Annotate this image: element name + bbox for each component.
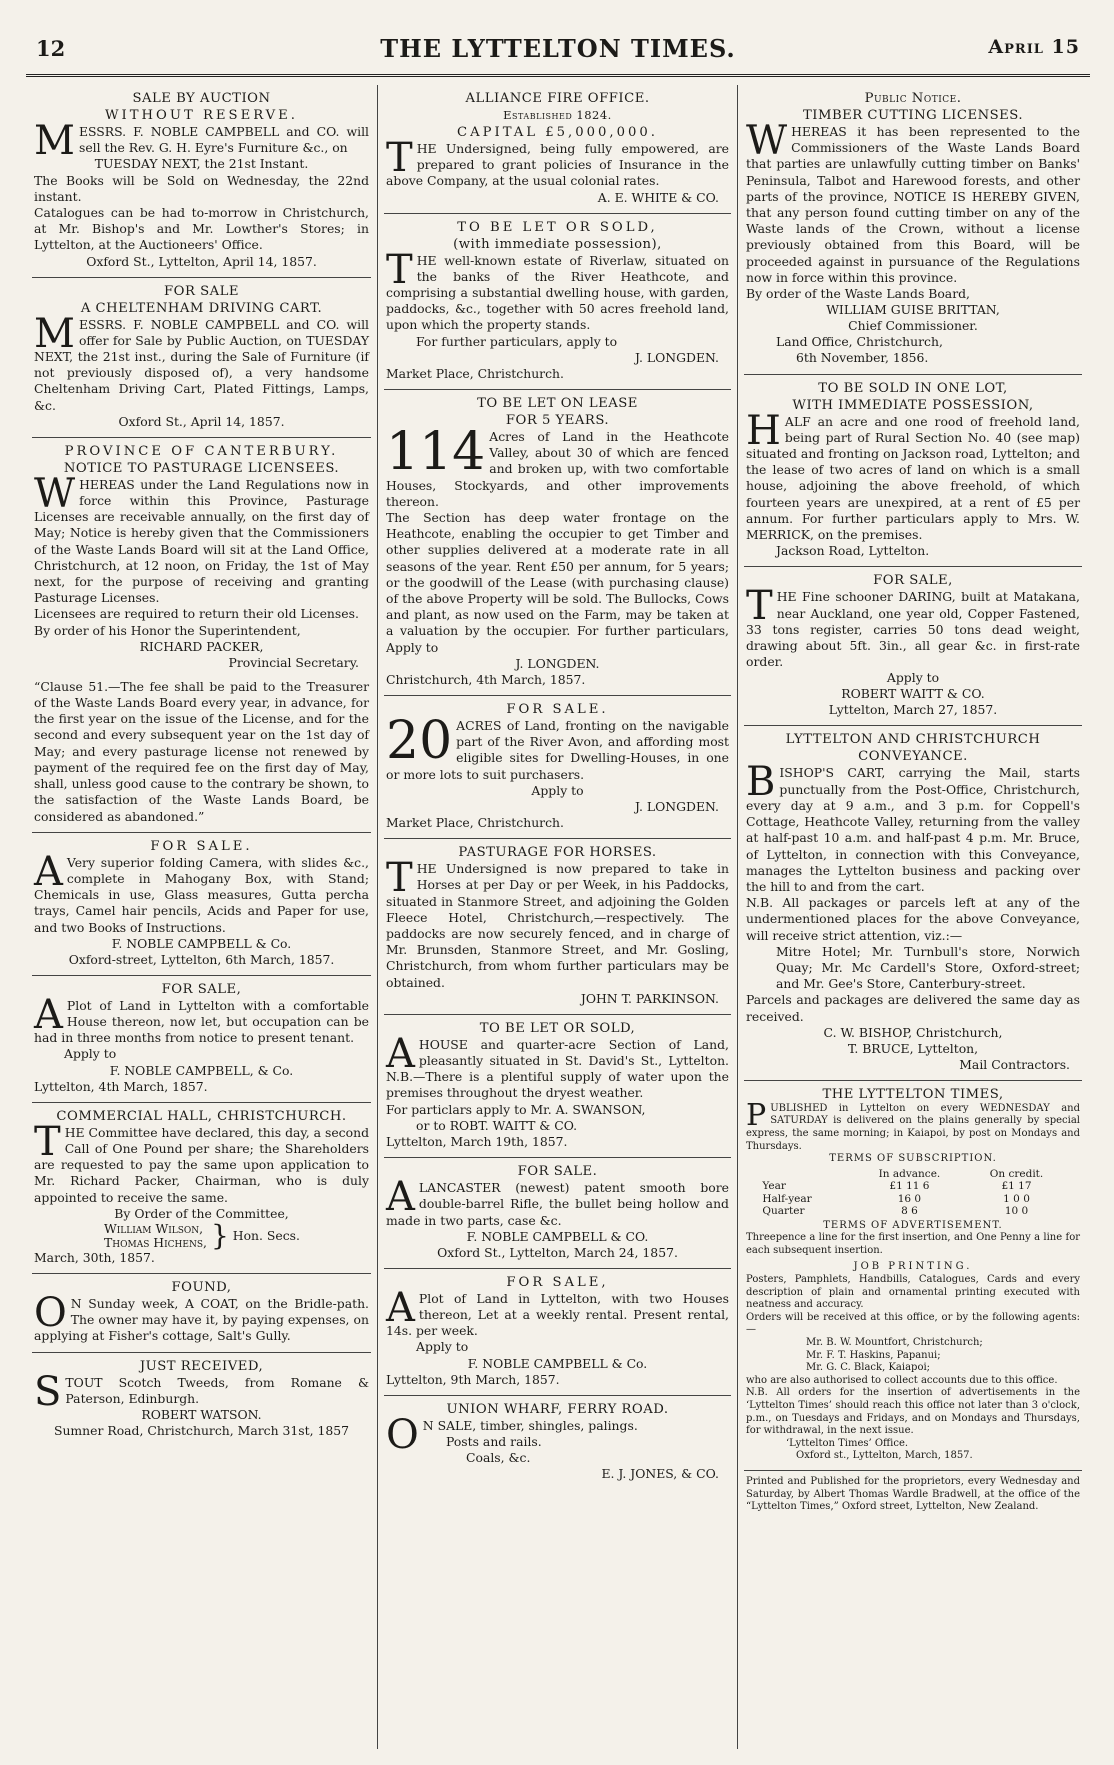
ad-signature: ROBERT WAITT & CO. <box>841 686 985 702</box>
drop-cap: W <box>746 118 788 164</box>
ad-signature: F. NOBLE CAMPBELL & Co. <box>111 935 292 951</box>
ad-signature: J. LONGDEN. <box>635 798 719 814</box>
subscription-table <box>759 1168 1066 1218</box>
drop-cap: A <box>386 1174 415 1221</box>
rate-label: Year <box>762 1180 786 1193</box>
terms-heading: TERMS OF SUBSCRIPTION. <box>829 1153 997 1165</box>
ad-signature-date: Lyttelton, 9th March, 1857. <box>386 1371 560 1387</box>
agent-name: Mr. G. C. Black, Kaiapoi; <box>806 1362 931 1374</box>
ad-clause: “Clause 51.—The fee shall be paid to the Treasurer of the Waste Lands Board every year, in advance, for the first year on the issue of the License, and for the second and every subsequent year on the 1st day of May; and every pasturage license not renewed by payment of the required fee on the first day of May, shall, unless good cause to the contrary be shown, to the satisfaction of the Waste Lands Board, be considered as abandoned.” <box>34 678 369 824</box>
ad-subheading: NOTICE TO PASTURAGE LICENSEES. <box>63 460 340 476</box>
ad-conveyance <box>744 726 1082 1080</box>
agent-name: Mr. B. W. Mountfort, Christchurch; <box>806 1337 983 1349</box>
ad-signature-date: Lyttelton, 4th March, 1857. <box>34 1078 208 1094</box>
ad-body: ALF an acre and one rood of freehold land, being part of Rural Section No. 40 (see map) situated and fronting on Jackson road, Lyttelton; and the lease of two acres of land on which is a small house, adjoining the above freehold, of which fourteen years are unexpired, at a rent of £5 per annum. For further particulars apply to Mrs. W. MERRICK, on the premises. <box>746 413 1080 543</box>
ad-signature: Oxford St., Lyttelton, April 14, 1857. <box>86 253 317 269</box>
table-row <box>759 1205 1066 1218</box>
ad-plot <box>32 976 371 1103</box>
ad-body: UBLISHED in Lyttelton on every WEDNESDAY and SATURDAY is delivered on the plains generally by special express, the same morning; in Kaiapoi, by post on Mondays and Thursdays. <box>746 1102 1080 1152</box>
ad-signature: C. W. BISHOP, Christchurch, <box>823 1024 1003 1040</box>
ad-lease <box>384 390 731 696</box>
ad-body: N.B. All packages or parcels left at any of the undermentioned places for the above Conveyance, will receive strict attention, viz.:— <box>746 895 1080 943</box>
ad-heading: FOR SALE, <box>506 1274 609 1290</box>
ad-body: N Sunday week, A COAT, on the Bridle-path. The owner may have it, by paying expenses, on applying at Fisher's cottage, Salt's Gully. <box>34 1295 369 1344</box>
signatory-name: ROBERT WATSON. <box>141 1406 262 1422</box>
ad-subheading: (with immediate possession), <box>453 236 662 252</box>
ad-apply: For particlars apply to Mr. A. SWANSON, <box>386 1101 646 1117</box>
ad-heading: FOR SALE. <box>506 702 609 718</box>
drop-cap: A <box>34 848 63 895</box>
ad-body: N SALE, timber, shingles, palings. <box>422 1417 638 1433</box>
ad-heading: COMMERCIAL HALL, CHRISTCHURCH. <box>56 1108 347 1124</box>
ad-body: Licensees are required to return their old Licenses. <box>34 606 359 622</box>
issue-date: April 15 <box>988 36 1080 58</box>
ad-alliance <box>384 85 731 214</box>
ad-order: By Order of the Committee, <box>114 1205 289 1221</box>
ad-signature-date: Oxford-street, Lyttelton, 6th March, 1857. <box>68 951 335 967</box>
imprint-text: Printed and Published for the proprietors, every Wednesday and Saturday, by Albert Thomas Wardle Bradwell, at the office of the “Lyttelton Times,” Oxford street, Lyttelton, New Zealand. <box>746 1475 1080 1513</box>
ad-date: March, 30th, 1857. <box>34 1249 155 1265</box>
drop-number: 20 <box>386 711 453 772</box>
ad-signature: T. BRUCE, Lyttelton, <box>847 1040 979 1056</box>
ad-rifle <box>384 1158 731 1269</box>
ad-body: ISHOP'S CART, carrying the Mail, starts punctually from the Post-Office, Christchurch, every day at 9 a.m., and 3 p.m. for Coppell's Cottage, Heathcote Valley, returning from the valley at half-past 10 a.m. and half-past 4 p.m. Mr. Bruce, of Lyttelton, in connection with this Conveyance, manages the Lyttelton business and packing over the hill to and from the cart. <box>746 765 1080 894</box>
ad-apply: Apply to <box>886 670 940 686</box>
ad-heading: THE LYTTELTON TIMES, <box>822 1086 1004 1102</box>
drop-cap: T <box>34 1118 61 1165</box>
drop-cap: A <box>386 1284 415 1331</box>
signatory-title: Provincial Secretary. <box>228 654 359 670</box>
ad-horses <box>384 839 731 1015</box>
masthead <box>26 30 1090 77</box>
ad-body: ESSRS. F. NOBLE CAMPBELL and CO. will sell the Rev. G. H. Eyre's Furniture &c., on <box>78 124 369 156</box>
ad-body: HOUSE and quarter-acre Section of Land, pleasantly situated in St. David's St., Lyttelton. N.B.—There is a plentiful supply of water upon the premises throughout the dryest weather. <box>386 1036 729 1101</box>
ad-signature-place: Christchurch, 4th March, 1857. <box>386 671 586 687</box>
ad-date: 6th November, 1856. <box>796 350 929 366</box>
ad-heading: FOR SALE. <box>517 1164 598 1180</box>
ad-apply: Apply to <box>64 1046 117 1062</box>
secretary-name: William Wilson, <box>104 1220 204 1236</box>
ad-timber <box>744 85 1082 375</box>
ad-heading: Public Notice. <box>864 91 962 106</box>
ad-house <box>384 1015 731 1158</box>
ad-half-acre <box>744 375 1082 568</box>
ad-line: TUESDAY NEXT, the 21st Instant. <box>94 156 309 172</box>
ad-body: Plot of Land in Lyttelton with a comfortable House thereon, now let, but occupation can be had in three months from notice to present tenant. <box>34 997 369 1046</box>
drop-cap: H <box>746 407 781 454</box>
rate-label: Quarter <box>762 1205 805 1218</box>
imprint <box>744 1471 1082 1521</box>
column-header: On credit. <box>989 1167 1044 1180</box>
ad-schooner <box>744 567 1082 726</box>
newspaper-title: THE LYTTELTON TIMES. <box>380 34 736 63</box>
ad-line: Posts and rails. <box>446 1433 542 1449</box>
ad-body: Threepence a line for the first insertion, and One Penny a line for each subsequent insertion. <box>746 1232 1080 1256</box>
ad-body: HE Committee have declared, this day, a second Call of One Pound per share; the Shareholders are requested to pay the same upon application to Mr. Richard Packer, Chairman, who is duly appointed to receive the same. <box>34 1124 369 1205</box>
table-row <box>759 1193 1066 1206</box>
rate-credit: £1 17 <box>1001 1180 1032 1193</box>
drop-cap: T <box>386 855 413 902</box>
ad-subheading: WITHOUT RESERVE. <box>105 108 298 123</box>
table-row <box>759 1180 1066 1193</box>
drop-cap: M <box>34 118 75 164</box>
rate-label: Half-year <box>762 1192 812 1205</box>
ad-body: HE Undersigned, being fully empowered, are prepared to grant policies of Insurance in the above Company, at the usual colonial rates. <box>386 141 729 189</box>
ad-body: LANCASTER (newest) patent smooth bore double-barrel Rifle, the bullet being hollow and made in two parts, case &c. <box>386 1180 729 1228</box>
ad-signature: J. LONGDEN. <box>635 349 719 365</box>
ad-body: who are also authorised to collect accounts due to this office. <box>746 1374 1058 1386</box>
secretaries <box>34 1218 369 1252</box>
ad-subheading: CAPITAL £5,000,000. <box>457 125 658 140</box>
rate-credit: 10 0 <box>1004 1205 1029 1218</box>
ad-province <box>32 438 371 833</box>
ad-heading: SALE BY AUCTION <box>132 91 271 106</box>
agent-name: Mr. F. T. Haskins, Papanui; <box>806 1349 941 1361</box>
ad-body: By order of his Honor the Superintendent, <box>34 622 301 638</box>
ad-heading: TO BE SOLD IN ONE LOT, <box>818 380 1008 396</box>
ad-signature: Mail Contractors. <box>959 1056 1070 1072</box>
ad-heading: FOR SALE, <box>873 573 953 589</box>
ad-auction <box>32 85 371 278</box>
ad-order: By order of the Waste Lands Board, <box>746 286 970 302</box>
ad-body: Posters, Pamphlets, Handbills, Catalogues, Cards and every description of plain and ornamental printing executed with neatness and accuracy. <box>746 1274 1080 1311</box>
ad-signature: Oxford St., April 14, 1857. <box>118 413 285 429</box>
rate-credit: 1 0 0 <box>1003 1192 1030 1205</box>
ad-body: Acres of Land in the Heathcote Valley, about 30 of which are fenced and broken up, with two comfortable Houses, Stockyards, and other improvements thereon. <box>386 429 729 509</box>
ad-place: Land Office, Christchurch, <box>776 334 943 350</box>
terms-heading: TERMS OF ADVERTISEMENT. <box>823 1219 1003 1231</box>
ad-body: Parcels and packages are delivered the same day as received. <box>746 992 1080 1024</box>
column-2 <box>378 85 738 1749</box>
ad-body: ACRES of Land, fronting on the navigable part of the River Avon, and affording most eligible sites for Dwelling-Houses, in one or more lots to suit purchasers. <box>386 718 729 782</box>
ad-apply: For further particulars, apply to <box>416 333 618 349</box>
ad-heading: PASTURAGE FOR HORSES. <box>458 845 657 861</box>
column-header: In advance. <box>878 1167 941 1180</box>
ad-signature-place: Market Place, Christchurch. <box>386 814 564 830</box>
ad-camera <box>32 833 371 976</box>
ad-apply: Apply to <box>531 782 584 798</box>
ad-heading: JUST RECEIVED, <box>139 1358 264 1374</box>
ad-body: ESSRS. F. NOBLE CAMPBELL and CO. will offer for Sale by Public Auction, on TUESDAY NEXT, the 21st inst., during the Sale of Furniture (if not previously disposed of), a very handsome Cheltenham Driving Cart, Plated Fittings, Lamps, &c. <box>34 316 369 413</box>
table-header-row <box>759 1168 1066 1181</box>
ad-avon <box>384 696 731 839</box>
ad-heading: ALLIANCE FIRE OFFICE. <box>465 91 650 106</box>
ad-signature: J. LONGDEN. <box>515 655 600 671</box>
rate-advance: 8 6 <box>901 1205 918 1218</box>
ad-received <box>32 1353 371 1446</box>
ad-signature: F. NOBLE CAMPBELL, & Co. <box>109 1062 294 1078</box>
ad-body: HEREAS under the Land Regulations now in force within this Province, Pasturage Licenses are receivable annually, on the first day of May; Notice is hereby given that the Commissioners of the Waste Lands Board will sit at the Land Office, Christchurch, at 12 noon, on Friday, the 1st of May next, for the purpose of receiving and granting Pasturage Licenses. <box>34 476 369 606</box>
drop-cap: M <box>34 310 75 357</box>
ad-heading: FOR SALE, <box>161 981 242 997</box>
ad-line: Coals, &c. <box>466 1450 531 1466</box>
ad-signature-date: Oxford St., Lyttelton, March 24, 1857. <box>437 1244 678 1260</box>
drop-cap: T <box>386 135 413 181</box>
ad-body: HEREAS it has been represented to the Commissioners of the Waste Lands Board that parties are unlawfully cutting timber on Banks' Peninsula, Talbot and Harewood forests, and other parts of the province, NOTICE IS HEREBY GIVEN, that any person found cutting timber on any of the Waste lands of the Crown, without a license previously obtained from this Board, will be proceeded against in pursuance of the Regulations now in force within this province. <box>746 124 1080 285</box>
ad-heading: PROVINCE OF CANTERBURY. <box>64 443 339 459</box>
ad-heading: FOR SALE. <box>150 838 253 854</box>
ad-body: Catalogues can be had to-morrow in Christchurch, at Mr. Bishop's and Mr. Lowther's Stores; in Lyttelton, at the Auctioneers' Office. <box>34 205 369 253</box>
ad-body: HE Undersigned is now prepared to take in Horses at per Day or per Week, in his Paddocks, situated in Stanmore Street, and adjoining the Golden Fleece Hotel, Christchurch,—respectively. The paddocks are now securely fenced, and in charge of Mr. Brunsden, Stanmore Street, and Mr. Gosling, Christchurch, from whom further particulars may be obtained. <box>386 861 729 990</box>
ad-signature-date: Lyttelton, March 19th, 1857. <box>386 1133 568 1149</box>
drop-cap: S <box>34 1368 62 1415</box>
ad-riverlaw <box>384 214 731 390</box>
drop-cap: T <box>386 246 413 293</box>
rate-advance: £1 11 6 <box>889 1180 930 1193</box>
ad-body: N.B. All orders for the insertion of advertisements in the ‘Lyttelton Times’ should reach this office not later than 3 o'clock, p.m., on Tuesdays and Fridays, and on Mondays and Thursdays, for withdrawal, in the next issue. <box>746 1387 1080 1437</box>
ad-body: The Books will be Sold on Wednesday, the 22nd instant. <box>34 172 369 204</box>
ad-signature: F. NOBLE CAMPBELL & CO. <box>466 1228 649 1244</box>
ad-signature: F. NOBLE CAMPBELL & Co. <box>467 1355 648 1371</box>
drop-cap: P <box>746 1097 767 1133</box>
ad-signature: JOHN T. PARKINSON. <box>580 990 719 1006</box>
ad-signature: Jackson Road, Lyttelton. <box>776 543 930 559</box>
ad-subheading: Established 1824. <box>503 108 612 122</box>
drop-cap: W <box>34 470 76 517</box>
ad-apply: Apply to <box>416 1339 469 1355</box>
ad-subheading: A CHELTENHAM DRIVING CART. <box>80 300 323 316</box>
ad-date: Oxford st., Lyttelton, March, 1857. <box>796 1450 973 1462</box>
ad-heading: TO BE LET ON LEASE <box>477 396 638 412</box>
ad-body: Very superior folding Camera, with slides &c., complete in Mahogany Box, with Stand; Chemicals in use, Glass measures, Gutta percha trays, Camel hair pencils, Acids and Paper for use, and two Books of Instructions. <box>34 854 369 935</box>
page-number: 12 <box>36 36 66 61</box>
drop-cap: O <box>34 1289 67 1336</box>
ad-hall <box>32 1103 371 1274</box>
columns <box>26 85 1090 1749</box>
ad-heading: FOUND, <box>171 1279 232 1295</box>
ad-cart <box>32 278 371 438</box>
drop-cap: A <box>386 1030 415 1077</box>
ad-apply: or to ROBT. WAITT & CO. <box>416 1117 578 1133</box>
ad-body: Plot of Land in Lyttelton, with two Houses thereon, Let at a weekly rental. Present rental, 14s. per week. <box>386 1290 729 1339</box>
drop-cap: B <box>746 759 776 806</box>
signatory-name: RICHARD PACKER, <box>139 638 264 654</box>
ad-found <box>32 1274 371 1353</box>
ad-body: TOUT Scotch Tweeds, from Romane & Paterson, Edinburgh. <box>65 1374 369 1406</box>
drop-cap: T <box>746 583 773 630</box>
ad-subheading: TIMBER CUTTING LICENSES. <box>802 108 1024 123</box>
drop-cap: A <box>34 991 63 1038</box>
drop-number: 114 <box>386 422 486 483</box>
ad-signature: A. E. WHITE & CO. <box>597 189 719 205</box>
secretary-name: Thomas Hichens, <box>104 1234 207 1250</box>
ad-lyttelton-times <box>744 1081 1082 1471</box>
drop-cap: O <box>386 1411 419 1458</box>
ad-heading: TO BE LET OR SOLD, <box>457 219 658 235</box>
ad-body: HE well-known estate of Riverlaw, situated on the banks of the River Heathcote, and comprising a substantial dwelling house, with garden, paddocks, &c., together with 50 acres freehold land, upon which the property stands. <box>386 252 729 333</box>
ad-heading: FOR SALE <box>163 283 240 299</box>
brace-glyph: } <box>210 1218 229 1252</box>
ad-signature: Sumner Road, Christchurch, March 31st, 1857 <box>53 1422 350 1438</box>
ad-places: Mitre Hotel; Mr. Turnbull's store, Norwich Quay; Mr. Mc Cardell's Store, Oxford-street; and Mr. Gee's Store, Canterbury-street. <box>776 943 1080 992</box>
ad-office: ‘Lyttelton Times’ Office. <box>786 1437 909 1449</box>
ad-heading: LYTTELTON AND CHRISTCHURCH <box>785 732 1041 748</box>
signatory-name: WILLIAM GUISE BRITTAN, <box>826 302 1000 318</box>
ad-signature-place: Market Place, Christchurch. <box>386 365 564 381</box>
ad-heading: UNION WHARF, FERRY ROAD. <box>446 1401 669 1417</box>
ad-body: HE Fine schooner DARING, built at Matakana, near Auckland, one year old, Copper Fastened, 33 tons register, carries 50 tons dead weight, drawing about 5ft. 3in., all gear &c. in first-rate order. <box>746 589 1080 670</box>
ad-body: The Section has deep water frontage on the Heathcote, enabling the occupier to get Timber and other supplies delivered at a moderate rate in all seasons of the year. Rent £50 per annum, for 5 years; or the goodwill of the Lease (with purchasing clause) of the above Property will be sold. The Bullocks, Cows and plant, as now used on the Farm, may be taken at a valuation by the occupier. For further particulars, Apply to <box>386 510 729 655</box>
ad-houses <box>384 1269 731 1396</box>
ad-signature-date: Lyttelton, March 27, 1857. <box>828 702 998 718</box>
rate-advance: 16 0 <box>897 1192 922 1205</box>
column-1 <box>26 85 378 1749</box>
signatory-title: Chief Commissioner. <box>848 318 978 334</box>
ad-subheading: WITH IMMEDIATE POSSESSION, <box>792 397 1034 413</box>
ad-subheading: CONVEYANCE. <box>858 749 968 765</box>
secretary-title: Hon. Secs. <box>232 1227 300 1243</box>
ad-body: Orders will be received at this office, or by the following agents:— <box>746 1311 1080 1336</box>
ad-signature: E. J. JONES, & CO. <box>601 1466 719 1482</box>
terms-heading: JOB PRINTING. <box>853 1261 973 1273</box>
column-3 <box>738 85 1088 1749</box>
ad-heading: TO BE LET OR SOLD, <box>479 1020 636 1036</box>
ad-subheading: FOR 5 YEARS. <box>505 413 610 429</box>
ad-wharf <box>384 1396 731 1490</box>
